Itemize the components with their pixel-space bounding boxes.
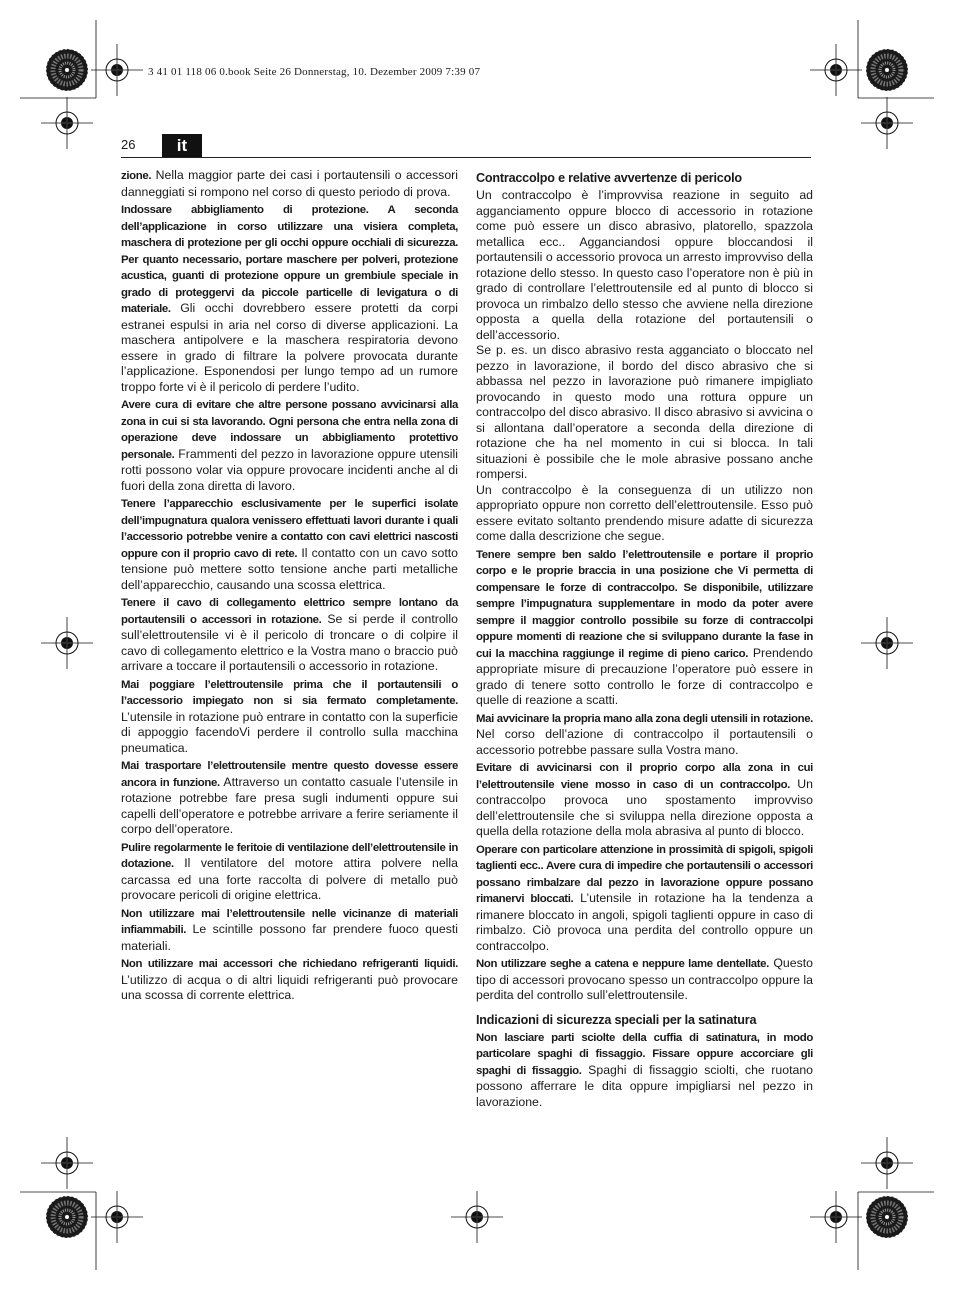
paragraph-text: Le scintille possono far prendere fuoco questi materiali. (121, 922, 458, 953)
paragraph-bold: Tenere l’apparecchio esclusivamente per le superfici isolate dell’impugnatura qualora venissero effettuati lavori durante i quali l’accessorio potrebbe venire a contatto con cavi elettrici nascosti oppure con il proprio cavo di rete. (121, 498, 458, 560)
paragraph-text: Attraverso un contatto casuale l’utensile in rotazione potrebbe fare presa sugli indumenti oppure sui capelli dell’operatore e potrebbe arrivare a ferire seriamente il corpo dell’operatore. (121, 774, 458, 836)
paragraph (121, 840, 458, 904)
paragraph-text: L’utensile in rotazione ha la tendenza a rimanere bloccato in angoli, spigoli taglienti oppure in caso di rimbalzo. Ciò provoca una perdita del controllo oppure un contraccolpo. (476, 891, 813, 953)
paragraph-text: Frammenti del pezzo in lavorazione oppure utensili rotti possono volar via oppure provocare incidenti anche al di fuori della zona diretta di lavoro. (121, 446, 458, 493)
paragraph-bold: Tenere il cavo di collegamento elettrico sempre lontano da portautensili o accessori in rotazione. (121, 597, 458, 626)
language-tab: it (162, 134, 202, 157)
paragraph-text: Prendendo appropriate misure di precauzione l’operatore può essere in grado di tenere sotto controllo le forze di contraccolpo e quelle di reazione a scatti. (476, 645, 813, 707)
paragraph (121, 397, 458, 494)
section-heading-kickback: Contraccolpo e relative avvertenze di pericolo (476, 171, 742, 185)
paragraph-bold: Non utilizzare mai accessori che richiedano refrigeranti liquidi. (121, 958, 458, 970)
paragraph-text: Il contatto con un cavo sotto tensione può mettere sotto tensione anche parti metalliche dell’apparecchio, causando una scossa elettrica. (121, 545, 458, 592)
left-column (121, 168, 458, 1004)
paragraph-text: Nella maggior parte dei casi i portautensili o accessori danneggiati si rompono nel corso di questo periodo di prova. (121, 168, 458, 199)
paragraph (121, 906, 458, 955)
paragraph-text: Se si perde il controllo sull’elettroutensile vi è il pericolo di troncare o di colpire il cavo di collegamento elettrico e la Vostra mano o braccio può arrivare a toccare il portautensili o accessorio in rotazione. (121, 611, 458, 673)
paragraph-bold: Mai poggiare l’elettroutensile prima che il portautensili o l’accessorio impiegato non si sia fermato completamente. (121, 678, 458, 707)
paragraph (476, 842, 813, 955)
paragraph (121, 168, 458, 200)
paragraph-bold: Mai avvicinare la propria mano alla zona degli utensili in rotazione. (476, 712, 813, 725)
page-number: 26 (121, 137, 136, 152)
book-slug-line: 3 41 01 118 06 0.book Seite 26 Donnerstag, 10. Dezember 2009 7:39 07 (148, 66, 481, 78)
paragraph-text: Nel corso dell’azione di contraccolpo il portautensili o accessorio potrebbe passare sulla Vostra mano. (476, 727, 813, 757)
section-heading-satin: Indicazioni di sicurezza speciali per la satinatura (476, 1012, 757, 1027)
paragraph (476, 956, 813, 1004)
header-rule (121, 157, 811, 158)
paragraph (121, 758, 458, 838)
paragraph (121, 595, 458, 675)
paragraph (121, 202, 458, 395)
paragraph (121, 496, 458, 593)
paragraph-text: Gli occhi dovrebbero essere protetti da corpi estranei espulsi in aria nel corso di diverse applicazioni. La maschera antipolvere e la maschera respiratoria devono essere in grado di filtrare la polvere provocata durante l’applicazione. Esponendosi per lungo tempo ad un rumore troppo forte vi è il pericolo di perdere l’udito. (121, 301, 458, 394)
paragraph-text: Spaghi di fissaggio sciolti, che ruotano possono afferrare le dita oppure impigliarsi nel pezzo in lavorazione. (476, 1062, 814, 1109)
paragraph-text: Questo tipo di accessori provocano spesso un contraccolpo oppure la perdita del controllo sull’elettroutensile. (476, 956, 813, 1002)
paragraph-text: Il ventilatore del motore attira polvere nella carcassa ed una forte raccolta di polvere di metallo può provocare pericoli di origine elettrica. (121, 856, 458, 902)
paragraph-bold: Non utilizzare mai l’elettroutensile nelle vicinanze di materiali infiammabili. (121, 907, 458, 936)
paragraph-bold: Tenere sempre ben saldo l’elettroutensile e portare il proprio corpo e le proprie braccia in una posizione che Vi permetta di compensare le forze di contraccolpo. Se disponibile, utilizzare sempre l’impugnatura supplementare in modo da poter avere sempre il maggior controllo possibile su forze di contraccolpi oppure momenti di reazione che si sviluppano durante la fase in cui la macchina raggiunge il regime di pieno carico. (476, 548, 813, 660)
paragraph-bold: zione. (121, 170, 152, 182)
paragraph-bold: Evitare di avvicinarsi con il proprio corpo alla zona in cui l’elettroutensile viene mosso in caso di un contraccolpo. (476, 762, 813, 791)
paragraph: Un contraccolpo è l’improvvisa reazione in seguito ad agganciamento oppure blocco di accessorio in rotazione come può essere un disco abrasivo, platorello, spazzola metallica ecc.. Agganciandosi oppure bloccandosi il portautensili o accessorio provoca un arresto improvviso della rotazione dello stesso. In questo caso l’operatore non è più in grado di controllare l’elettroutensile ed al punto di blocco si provoca un rimbalzo dello stesso che avviene nella direzione opposta a quella della rotazione del portautensili o dell’accessorio. (476, 188, 813, 342)
paragraph (476, 547, 813, 709)
paragraph (121, 677, 458, 757)
paragraph (476, 711, 813, 759)
paragraph-bold: Non utilizzare seghe a catena e neppure lame dentellate. (476, 958, 769, 970)
paragraph-bold: Indossare abbigliamento di protezione. A seconda dell’applicazione in corso utilizzare una visiera completa, maschera di protezione per gli occhi oppure occhiali di sicurezza. Per quanto necessario, portare maschere per polveri, protezione acustica, guanti di protezione oppure un grembiule speciale in grado di proteggervi da piccole particelle di levigatura o di materiale. (121, 204, 458, 315)
paragraph-text: L’utensile in rotazione può entrare in contatto con la superficie di appoggio facendoVi perdere il controllo sulla macchina pneumatica. (121, 709, 459, 755)
paragraph-bold: Avere cura di evitare che altre persone possano avvicinarsi alla zona in cui si sta lavorando. Ogni persona che entra nella zona di operazione deve indossare un abbigliamento protettivo personale. (121, 399, 458, 461)
paragraph-bold: Operare con particolare attenzione in prossimità di spigoli, spigoli taglienti ecc.. Avere cura di impedire che portautensili o accessori possano rimbalzare dal pezzo in lavorazione oppure possano rimanervi bloccati. (476, 843, 813, 905)
paragraph-bold: Mai trasportare l’elettroutensile mentre questo dovesse essere ancora in funzione. (121, 760, 458, 789)
paragraph (476, 760, 813, 840)
paragraph: Un contraccolpo è la conseguenza di un utilizzo non appropriato oppure non corretto dell’elettroutensile. Esso può essere evitato soltanto prendendo misure adatte di sicurezza come dalla descrizione che segue. (476, 482, 813, 543)
paragraph (476, 1030, 813, 1111)
paragraph-bold: Pulire regolarmente le feritoie di ventilazione dell’elettroutensile in dotazione. (121, 841, 458, 870)
paragraph-bold: Non lasciare parti sciolte della cuffia di satinatura, in modo particolare spaghi di fissaggio. Fissare oppure accorciare gli spaghi di fissaggio. (476, 1031, 813, 1077)
paragraph: Se p. es. un disco abrasivo resta agganciato o bloccato nel pezzo in lavorazione, il bordo del disco abrasivo che si abbassa nel pezzo in lavorazione può rimanere impigliato provocando in questo modo una rottura oppure un contraccolpo del disco abrasivo. Il disco abrasivo si avvicina o si allontana dall’operatore a seconda della direzione di rotazione che ha nel momento in cui si blocca. In tali situazioni è possibile che le mole abrasive possano anche rompersi. (476, 343, 813, 481)
right-column (476, 170, 813, 1110)
paragraph-text: L’utilizzo di acqua o di altri liquidi refrigeranti può provocare una scossa di corrente elettrica. (121, 972, 458, 1002)
paragraph (121, 956, 458, 1004)
paragraph-text: Un contraccolpo provoca uno spostamento improvviso dell’elettroutensile che si sviluppa nella direzione opposta a quella della rotazione della mola abrasiva al punto di blocco. (476, 776, 813, 838)
